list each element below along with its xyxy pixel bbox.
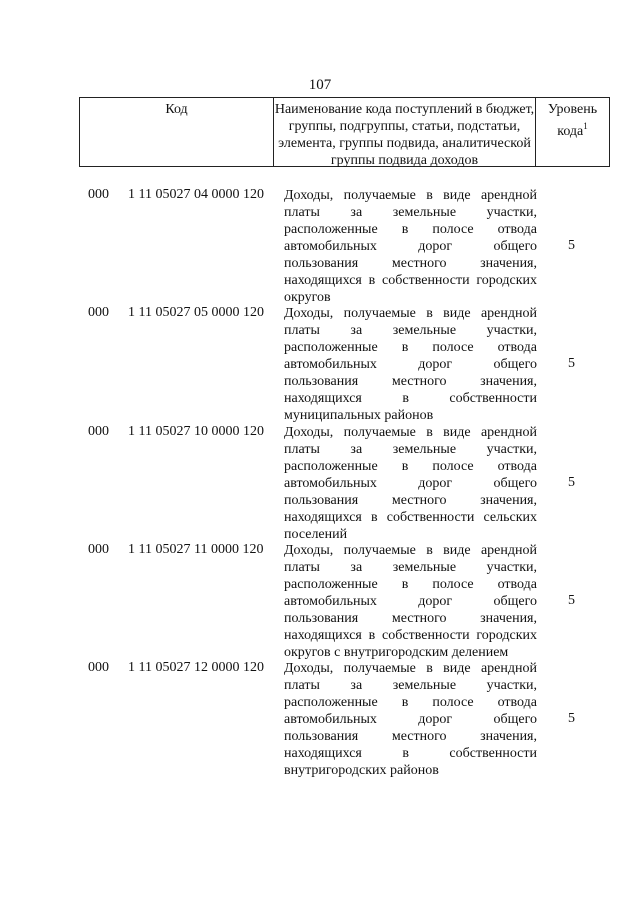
row-description: Доходы, получаемые в виде арендной платы за земельные участки, расположенные в полосе отвода автомобильных дорог общего пользования местного значения, находящихся в собственности городских округов	[284, 188, 537, 305]
row-code: 1 11 05027 11 0000 120	[128, 542, 264, 557]
header-level-label: Уровень кода	[547, 102, 598, 139]
row-level: 5	[568, 593, 575, 608]
row-description: Доходы, получаемые в виде арендной платы за земельные участки, расположенные в полосе отвода автомобильных дорог общего пользования местного значения, находящихся в собственности городских округов с внутригородским делением	[284, 543, 537, 660]
row-code: 1 11 05027 10 0000 120	[128, 424, 264, 439]
row-code: 1 11 05027 05 0000 120	[128, 305, 264, 320]
row-description: Доходы, получаемые в виде арендной платы за земельные участки, расположенные в полосе отвода автомобильных дорог общего пользования местного значения, находящихся в собственности муниципальных районов	[284, 306, 537, 423]
row-prefix: 000	[88, 424, 109, 439]
table-row	[0, 542, 640, 662]
row-description: Доходы, получаемые в виде арендной платы за земельные участки, расположенные в полосе отвода автомобильных дорог общего пользования местного значения, находящихся в собственности внутригородских районов	[284, 661, 537, 778]
row-prefix: 000	[88, 660, 109, 675]
header-code: Код	[80, 98, 274, 166]
row-prefix: 000	[88, 542, 109, 557]
row-code: 1 11 05027 12 0000 120	[128, 660, 264, 675]
header-name: Наименование кода поступлений в бюджет, группы, подгруппы, статьи, подстатьи, элемента, группы подвида, аналитической группы подвида доходов	[274, 98, 536, 166]
row-prefix: 000	[88, 187, 109, 202]
row-level: 5	[568, 356, 575, 371]
row-level: 5	[568, 475, 575, 490]
row-level: 5	[568, 711, 575, 726]
row-level: 5	[568, 238, 575, 253]
header-level	[536, 98, 609, 166]
row-code: 1 11 05027 04 0000 120	[128, 187, 264, 202]
row-prefix: 000	[88, 305, 109, 320]
table-header	[79, 97, 610, 167]
row-description: Доходы, получаемые в виде арендной платы за земельные участки, расположенные в полосе отвода автомобильных дорог общего пользования местного значения, находящихся в собственности сельских поселений	[284, 425, 537, 542]
table-row	[0, 187, 640, 307]
table-row	[0, 660, 640, 780]
header-level-footnote: 1	[583, 121, 588, 131]
table-row	[0, 305, 640, 425]
page-number: 107	[308, 77, 332, 93]
table-row	[0, 424, 640, 544]
